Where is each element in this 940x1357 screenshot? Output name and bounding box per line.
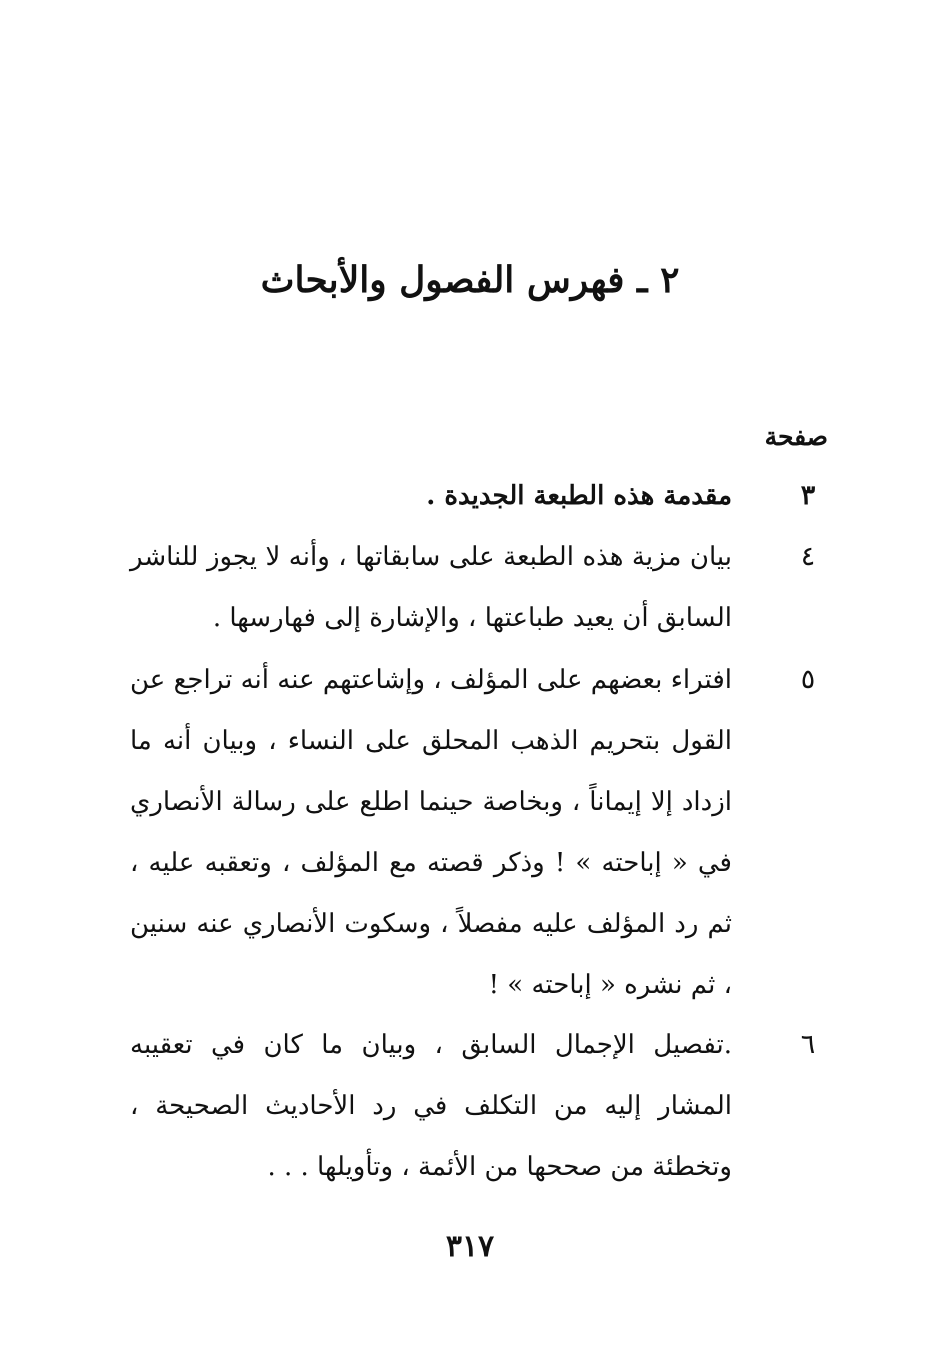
- page-number: ٣١٧: [445, 1229, 495, 1264]
- entry-title: مقدمة هذه الطبعة الجديدة .: [426, 481, 732, 511]
- page-title: ٢ ـ فهرس الفصول والأبحاث: [260, 259, 680, 301]
- entry-page-number: ٤: [800, 541, 816, 572]
- entry-page-number: ٥: [800, 664, 816, 695]
- entry-title: .تفصيل الإجمال السابق ، وبيان ما كان في تعقيبه المشار إليه من التكلف في رد الأحاديث الصحيحة ، وتخطئة من صححها من الأئمة ، وتأويلها . . .: [130, 1030, 732, 1182]
- entry-page-number: ٦: [800, 1029, 816, 1060]
- page-column-header: صفحة: [764, 422, 828, 451]
- entry-title: بيان مزية هذه الطبعة على سابقاتها ، وأنه لا يجوز للناشر السابق أن يعيد طباعتها ، والإشارة إلى فهارسها .: [130, 542, 732, 633]
- entry-title: افتراء بعضهم على المؤلف ، وإشاعتهم عنه أنه تراجع عن القول بتحريم الذهب المحلق على النساء ، وبيان أنه ما ازداد إلا إيماناً ، وبخاصة حينما اطلع على رسالة الأنصاري في « إباحته » ! وذكر قصته مع المؤلف ، وتعقبه عليه ، ثم رد المؤلف عليه مفصلاً ، وسكوت الأنصاري عنه سنين ، ثم نشره « إباحته » !: [130, 665, 732, 1000]
- entry-page-number: ٣: [800, 480, 816, 511]
